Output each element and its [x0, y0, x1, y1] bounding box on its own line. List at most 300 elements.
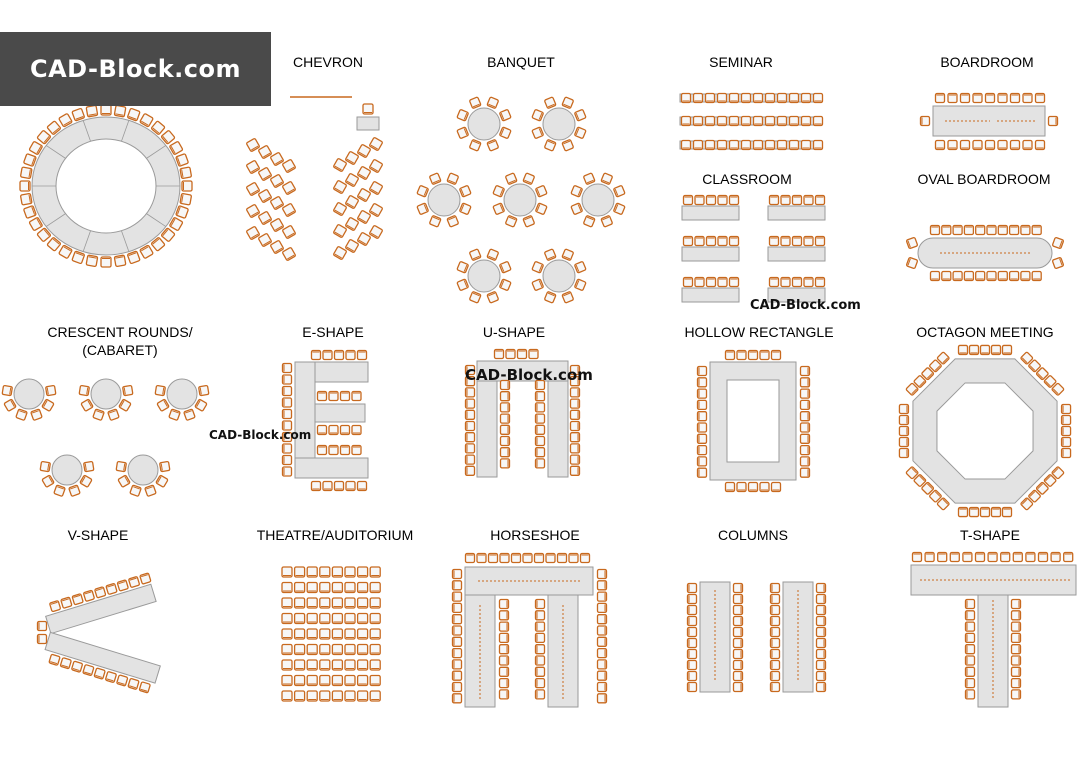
chair-icon — [501, 448, 510, 457]
chair-icon — [466, 444, 475, 453]
chair-icon — [771, 617, 780, 626]
chair-icon — [295, 660, 305, 670]
chair-icon — [698, 457, 707, 466]
chair-icon — [42, 475, 54, 487]
chair-icon — [921, 117, 930, 126]
chair-icon — [1039, 553, 1048, 562]
chair-icon — [258, 167, 272, 181]
chair-icon — [358, 598, 368, 608]
chair-icon — [160, 461, 170, 471]
chair-icon — [95, 587, 106, 598]
chair-icon — [684, 278, 693, 287]
chair-icon — [140, 573, 151, 584]
chair-icon — [83, 590, 94, 601]
label-e-shape: E-SHAPE — [302, 324, 364, 340]
chair-icon — [295, 614, 305, 624]
chair-icon — [180, 193, 192, 205]
chair-icon — [358, 614, 368, 624]
chair-icon — [778, 141, 787, 150]
chair-icon — [734, 672, 743, 681]
chair-icon — [453, 615, 462, 624]
chair-icon — [536, 600, 545, 609]
chair-icon — [453, 694, 462, 703]
chair-icon — [970, 508, 979, 517]
chair-icon — [936, 141, 945, 150]
chair-icon — [970, 345, 979, 354]
chair-icon — [489, 554, 498, 563]
chair-icon — [598, 581, 607, 590]
chair-icon — [906, 237, 918, 249]
chair-icon — [583, 215, 595, 227]
chair-icon — [307, 660, 317, 670]
chair-icon — [345, 598, 355, 608]
chair-icon — [282, 181, 296, 195]
chair-icon — [718, 141, 727, 150]
chair-icon — [283, 398, 292, 407]
chair-icon — [544, 97, 556, 109]
chair-icon — [332, 583, 342, 593]
chair-icon — [81, 399, 93, 411]
chair-icon — [613, 203, 625, 215]
chair-icon — [283, 375, 292, 384]
chair-icon — [346, 482, 355, 491]
chair-icon — [726, 351, 735, 360]
label-chevron: CHEVRON — [292, 54, 364, 70]
chair-icon — [801, 378, 810, 387]
chair-icon — [1036, 94, 1045, 103]
chair-icon — [574, 109, 586, 121]
chair-icon — [357, 232, 371, 246]
chair-icon — [453, 683, 462, 692]
chair-icon — [127, 251, 140, 264]
chair-icon — [345, 676, 355, 686]
chair-icon — [737, 351, 746, 360]
chair-icon — [749, 351, 758, 360]
chair-icon — [536, 656, 545, 665]
chair-icon — [698, 367, 707, 376]
chair-icon — [358, 676, 368, 686]
label-columns: COLUMNS — [717, 527, 789, 543]
chair-icon — [771, 584, 780, 593]
chair-icon — [734, 650, 743, 659]
chair-icon — [730, 278, 739, 287]
chair-icon — [771, 628, 780, 637]
chair-icon — [307, 614, 317, 624]
chair-icon — [370, 598, 380, 608]
chair-icon — [766, 141, 775, 150]
chair-icon — [79, 385, 89, 395]
round-table-icon — [543, 108, 575, 140]
chair-icon — [598, 592, 607, 601]
layout-oval-boardroom — [906, 226, 1064, 281]
chair-icon — [345, 691, 355, 701]
chair-icon — [128, 678, 139, 689]
chair-icon — [684, 237, 693, 246]
chair-icon — [1012, 667, 1021, 676]
chair-icon — [814, 94, 823, 103]
chair-icon — [345, 645, 355, 655]
table-icon — [682, 288, 739, 302]
chair-icon — [1012, 600, 1021, 609]
chair-icon — [598, 683, 607, 692]
chair-icon — [358, 482, 367, 491]
chair-icon — [544, 249, 556, 261]
chair-icon — [358, 583, 368, 593]
round-table-icon — [582, 184, 614, 216]
chair-icon — [60, 658, 71, 669]
chair-icon — [453, 581, 462, 590]
chair-icon — [307, 567, 317, 577]
chair-icon — [318, 446, 327, 455]
chair-icon — [1023, 141, 1032, 150]
chair-icon — [966, 645, 975, 654]
chair-icon — [778, 94, 787, 103]
chair-icon — [320, 676, 330, 686]
chair-icon — [931, 272, 940, 281]
chair-icon — [793, 196, 802, 205]
chair-icon — [899, 449, 908, 458]
chair-icon — [964, 272, 973, 281]
chair-icon — [500, 645, 509, 654]
chair-icon — [332, 598, 342, 608]
chair-icon — [1064, 553, 1073, 562]
layout-banquet — [417, 97, 625, 303]
chair-icon — [730, 94, 739, 103]
chair-icon — [1052, 257, 1064, 269]
chair-icon — [457, 109, 469, 121]
chair-icon — [505, 215, 517, 227]
chair-icon — [1013, 553, 1022, 562]
chair-icon — [370, 645, 380, 655]
chair-icon — [49, 654, 60, 665]
chair-icon — [953, 226, 962, 235]
chair-icon — [571, 466, 580, 475]
chair-icon — [707, 196, 716, 205]
chair-icon — [117, 580, 128, 591]
chair-icon — [501, 459, 510, 468]
chair-icon — [453, 592, 462, 601]
chair-icon — [358, 645, 368, 655]
chair-icon — [790, 141, 799, 150]
chair-icon — [118, 475, 130, 487]
chair-icon — [345, 217, 359, 231]
chair-icon — [523, 554, 532, 563]
chair-icon — [688, 628, 697, 637]
chair-icon — [598, 603, 607, 612]
chair-icon — [345, 614, 355, 624]
chair-icon — [23, 206, 36, 219]
chair-icon — [694, 141, 703, 150]
chair-icon — [114, 255, 126, 267]
chair-icon — [369, 137, 383, 151]
chair-icon — [469, 291, 481, 303]
chair-icon — [357, 166, 371, 180]
chair-icon — [469, 249, 481, 261]
chair-icon — [998, 272, 1007, 281]
chair-icon — [734, 617, 743, 626]
chair-icon — [117, 675, 128, 686]
chair-icon — [2, 385, 12, 395]
chair-icon — [906, 257, 918, 269]
chair-icon — [802, 141, 811, 150]
layout-hollow-rectangle — [698, 351, 810, 492]
chair-icon — [40, 461, 50, 471]
chair-icon — [453, 660, 462, 669]
chair-icon — [345, 151, 359, 165]
chair-icon — [493, 185, 505, 197]
chair-icon — [771, 606, 780, 615]
chair-icon — [320, 691, 330, 701]
chair-icon — [598, 637, 607, 646]
chair-icon — [501, 414, 510, 423]
chair-icon — [282, 629, 292, 639]
chair-icon — [816, 196, 825, 205]
chair-icon — [899, 416, 908, 425]
chair-icon — [83, 664, 94, 675]
chair-icon — [942, 272, 951, 281]
chair-icon — [734, 584, 743, 593]
chair-icon — [998, 94, 1007, 103]
chair-icon — [333, 158, 347, 172]
chair-icon — [1062, 405, 1071, 414]
chair-icon — [258, 189, 272, 203]
chair-icon — [283, 387, 292, 396]
chair-icon — [730, 141, 739, 150]
chair-icon — [466, 554, 475, 563]
chair-icon — [487, 139, 499, 151]
chair-icon — [734, 628, 743, 637]
chair-icon — [307, 645, 317, 655]
chair-icon — [754, 141, 763, 150]
chair-icon — [23, 154, 36, 167]
chair-icon — [961, 94, 970, 103]
chair-icon — [1062, 438, 1071, 447]
chair-icon — [500, 554, 509, 563]
label-classroom: CLASSROOM — [702, 171, 792, 187]
label-theatre-auditorium: THEATRE/AUDITORIUM — [256, 527, 414, 543]
chair-icon — [536, 437, 545, 446]
chair-icon — [332, 567, 342, 577]
chair-icon — [766, 94, 775, 103]
chair-icon — [1001, 553, 1010, 562]
chair-icon — [295, 598, 305, 608]
chair-icon — [499, 109, 511, 121]
chair-icon — [976, 272, 985, 281]
chair-icon — [1012, 622, 1021, 631]
chair-icon — [966, 600, 975, 609]
chair-icon — [453, 649, 462, 658]
chair-icon — [523, 215, 535, 227]
chair-icon — [536, 448, 545, 457]
chair-icon — [1062, 427, 1071, 436]
round-table-icon — [543, 260, 575, 292]
chair-icon — [973, 94, 982, 103]
chair-icon — [790, 94, 799, 103]
chair-icon — [335, 351, 344, 360]
chair-icon — [817, 650, 826, 659]
chair-icon — [108, 409, 120, 421]
chair-icon — [771, 639, 780, 648]
chair-icon — [536, 392, 545, 401]
chair-icon — [500, 611, 509, 620]
chair-icon — [790, 117, 799, 126]
chair-icon — [1010, 272, 1019, 281]
chair-icon — [802, 94, 811, 103]
chair-icon — [466, 410, 475, 419]
chair-icon — [816, 237, 825, 246]
chair-icon — [295, 567, 305, 577]
chair-icon — [706, 94, 715, 103]
chair-icon — [987, 226, 996, 235]
chair-icon — [688, 617, 697, 626]
chair-icon — [20, 181, 30, 191]
chair-icon — [341, 446, 350, 455]
label-oval-boardroom: OVAL BOARDROOM — [917, 171, 1051, 187]
chair-icon — [270, 240, 284, 254]
chair-icon — [973, 141, 982, 150]
chair-icon — [312, 482, 321, 491]
chair-icon — [195, 399, 207, 411]
chair-icon — [571, 410, 580, 419]
chair-icon — [487, 249, 499, 261]
chair-icon — [307, 676, 317, 686]
chair-icon — [718, 117, 727, 126]
chair-icon — [707, 278, 716, 287]
chair-icon — [558, 554, 567, 563]
chair-icon — [246, 138, 260, 152]
chair-icon — [114, 105, 126, 117]
chair-icon — [370, 691, 380, 701]
chair-icon — [332, 614, 342, 624]
chair-icon — [320, 629, 330, 639]
chair-icon — [718, 278, 727, 287]
chair-icon — [682, 94, 691, 103]
chair-icon — [598, 660, 607, 669]
chair-icon — [925, 553, 934, 562]
chair-icon — [16, 409, 28, 421]
chair-icon — [734, 683, 743, 692]
chair-icon — [123, 385, 133, 395]
chair-icon — [333, 202, 347, 216]
watermark-u-shape: CAD-Block.com — [465, 366, 593, 384]
chair-icon — [770, 237, 779, 246]
chair-icon — [959, 508, 968, 517]
chair-icon — [145, 485, 157, 497]
chair-icon — [950, 553, 959, 562]
chair-icon — [730, 196, 739, 205]
chair-icon — [466, 466, 475, 475]
chair-icon — [345, 239, 359, 253]
chair-icon — [487, 97, 499, 109]
chair-icon — [500, 690, 509, 699]
chair-icon — [523, 173, 535, 185]
chair-icon — [986, 94, 995, 103]
chair-icon — [341, 392, 350, 401]
chair-icon — [1010, 226, 1019, 235]
chair-icon — [698, 423, 707, 432]
chair-icon — [500, 656, 509, 665]
chair-icon — [695, 196, 704, 205]
chair-icon — [20, 193, 32, 205]
chair-icon — [80, 475, 92, 487]
chair-icon — [270, 152, 284, 166]
chair-icon — [734, 639, 743, 648]
chair-icon — [817, 639, 826, 648]
table-icon — [295, 458, 368, 478]
chair-icon — [801, 434, 810, 443]
chair-icon — [1032, 226, 1041, 235]
chair-icon — [817, 617, 826, 626]
chair-icon — [981, 508, 990, 517]
chair-icon — [370, 567, 380, 577]
chair-icon — [295, 645, 305, 655]
chair-icon — [1023, 94, 1032, 103]
chair-icon — [801, 468, 810, 477]
chair-icon — [457, 279, 469, 291]
chair-icon — [536, 622, 545, 631]
chair-icon — [332, 691, 342, 701]
chair-icon — [817, 672, 826, 681]
chair-icon — [84, 461, 94, 471]
label-t-shape: T-SHAPE — [960, 527, 1020, 543]
chair-icon — [466, 433, 475, 442]
chair-icon — [307, 629, 317, 639]
chair-icon — [986, 141, 995, 150]
chair-icon — [320, 567, 330, 577]
chair-icon — [469, 97, 481, 109]
chair-icon — [771, 661, 780, 670]
chair-icon — [345, 195, 359, 209]
chair-icon — [370, 583, 380, 593]
chair-icon — [948, 94, 957, 103]
label-boardroom: BOARDROOM — [940, 54, 1034, 70]
chair-icon — [320, 645, 330, 655]
chair-icon — [694, 94, 703, 103]
chair-icon — [1051, 553, 1060, 562]
chair-icon — [992, 508, 1001, 517]
round-table-icon — [428, 184, 460, 216]
chair-icon — [156, 475, 168, 487]
chair-icon — [38, 622, 47, 631]
chair-icon — [601, 173, 613, 185]
chair-icon — [493, 203, 505, 215]
chair-icon — [283, 444, 292, 453]
chair-icon — [320, 598, 330, 608]
chair-icon — [270, 218, 284, 232]
chair-icon — [1012, 611, 1021, 620]
chair-icon — [688, 595, 697, 604]
chair-icon — [966, 633, 975, 642]
label-seminar: SEMINAR — [709, 54, 773, 70]
chair-icon — [477, 554, 486, 563]
chair-icon — [282, 676, 292, 686]
chair-icon — [817, 683, 826, 692]
chair-icon — [329, 426, 338, 435]
chair-icon — [536, 425, 545, 434]
chair-icon — [501, 392, 510, 401]
chair-icon — [358, 691, 368, 701]
chair-icon — [258, 211, 272, 225]
chair-icon — [487, 291, 499, 303]
chair-icon — [976, 226, 985, 235]
chair-icon — [500, 600, 509, 609]
chair-icon — [1032, 272, 1041, 281]
chair-icon — [981, 345, 990, 354]
chair-icon — [546, 554, 555, 563]
chair-icon — [49, 601, 60, 612]
chair-icon — [966, 622, 975, 631]
label-u-shape: U-SHAPE — [482, 324, 546, 340]
